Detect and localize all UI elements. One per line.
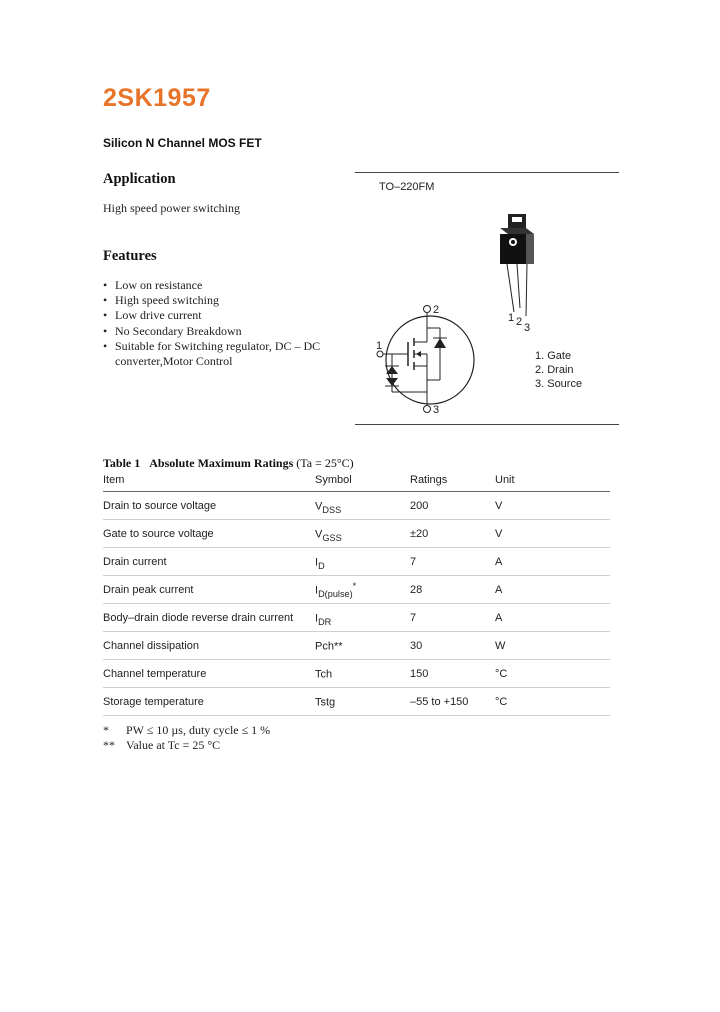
cell-item: Drain current	[103, 548, 315, 576]
cell-unit: A	[495, 576, 610, 604]
table-caption-condition: (Ta = 25°C)	[296, 456, 354, 470]
list-item: • No Secondary Breakdown	[103, 323, 242, 338]
note-item: * PW ≤ 10 µs, duty cycle ≤ 1 %	[103, 723, 271, 737]
schematic-drain-label: 2	[433, 304, 440, 316]
cell-unit: °C	[495, 688, 610, 716]
table-row	[103, 604, 610, 632]
cell-unit: A	[495, 604, 610, 632]
table-row	[103, 660, 610, 688]
cell-item: Channel temperature	[103, 660, 315, 688]
application-text: High speed power switching	[103, 201, 240, 215]
part-number-title: 2SK1957	[103, 84, 211, 112]
cell-rating: –55 to +150	[410, 688, 495, 716]
list-item: • High speed switching	[103, 293, 219, 308]
cell-item: Drain to source voltage	[103, 492, 315, 520]
cell-symbol: $I_D$	[315, 548, 410, 576]
column-header-unit: Unit	[495, 468, 610, 492]
lead-label-1: 1	[508, 312, 515, 324]
list-item: • Low drive current	[103, 308, 202, 323]
cell-symbol: Tch	[315, 660, 410, 688]
cell-item: Gate to source voltage	[103, 520, 315, 548]
cell-rating: 28	[410, 576, 495, 604]
table-header-row	[103, 468, 610, 492]
features-heading: Features	[103, 248, 157, 264]
cell-symbol: Tstg	[315, 688, 410, 716]
cell-symbol: $V_{GSS}$	[315, 520, 410, 548]
note-item: ** Value at Tc = 25 °C	[103, 738, 221, 752]
table-caption-title: Absolute Maximum Ratings	[149, 456, 294, 470]
cell-rating: 7	[410, 604, 495, 632]
features-list	[103, 278, 320, 369]
package-top-rule	[355, 172, 619, 173]
pin-3-label: 3. Source	[535, 378, 583, 390]
table-row	[103, 548, 610, 576]
table-caption-label: Table 1	[103, 456, 141, 470]
schematic-gate-label: 1	[376, 340, 383, 352]
table-row	[103, 688, 610, 716]
pin-legend	[535, 349, 582, 391]
cell-symbol: $I_{DR}$	[315, 604, 410, 632]
cell-item: Storage temperature	[103, 688, 315, 716]
column-header-symbol: Symbol	[315, 468, 410, 492]
cell-symbol: $I_{D(pulse)}^*$	[315, 576, 410, 604]
table-row	[103, 632, 610, 660]
column-header-item: Item	[103, 468, 315, 492]
cell-rating: 7	[410, 548, 495, 576]
table-row	[103, 492, 610, 520]
device-subtitle: Silicon N Channel MOS FET	[103, 136, 262, 150]
table-row	[103, 520, 610, 548]
table-row	[103, 576, 610, 604]
cell-unit: A	[495, 548, 610, 576]
mosfet-schematic-symbol	[370, 300, 490, 418]
list-item-continuation: converter,Motor Control	[115, 354, 233, 369]
pin-1-label: 1. Gate	[535, 350, 572, 362]
list-item: • Suitable for Switching regulator, DC – DC	[103, 338, 321, 353]
cell-rating: 150	[410, 660, 495, 688]
cell-rating: 200	[410, 492, 495, 520]
cell-unit: V	[495, 492, 610, 520]
cell-symbol: Pch**	[315, 632, 410, 660]
lead-label-3: 3	[524, 322, 531, 334]
cell-symbol: $V_{DSS}$	[315, 492, 410, 520]
lead-label-2: 2	[516, 316, 523, 328]
cell-rating: ±20	[410, 520, 495, 548]
pin-2-label: 2. Drain	[535, 364, 574, 376]
package-name: TO–220FM	[379, 181, 435, 193]
schematic-source-label: 3	[433, 404, 440, 416]
cell-item: Channel dissipation	[103, 632, 315, 660]
absolute-maximum-ratings-table	[103, 468, 610, 716]
table-notes	[103, 723, 270, 753]
cell-unit: °C	[495, 660, 610, 688]
cell-item: Drain peak current	[103, 576, 315, 604]
package-bottom-rule	[355, 424, 619, 425]
cell-rating: 30	[410, 632, 495, 660]
cell-unit: W	[495, 632, 610, 660]
column-header-ratings: Ratings	[410, 468, 495, 492]
cell-item: Body–drain diode reverse drain current	[103, 604, 315, 632]
cell-unit: V	[495, 520, 610, 548]
list-item: • Low on resistance	[103, 278, 203, 292]
application-heading: Application	[103, 171, 176, 187]
